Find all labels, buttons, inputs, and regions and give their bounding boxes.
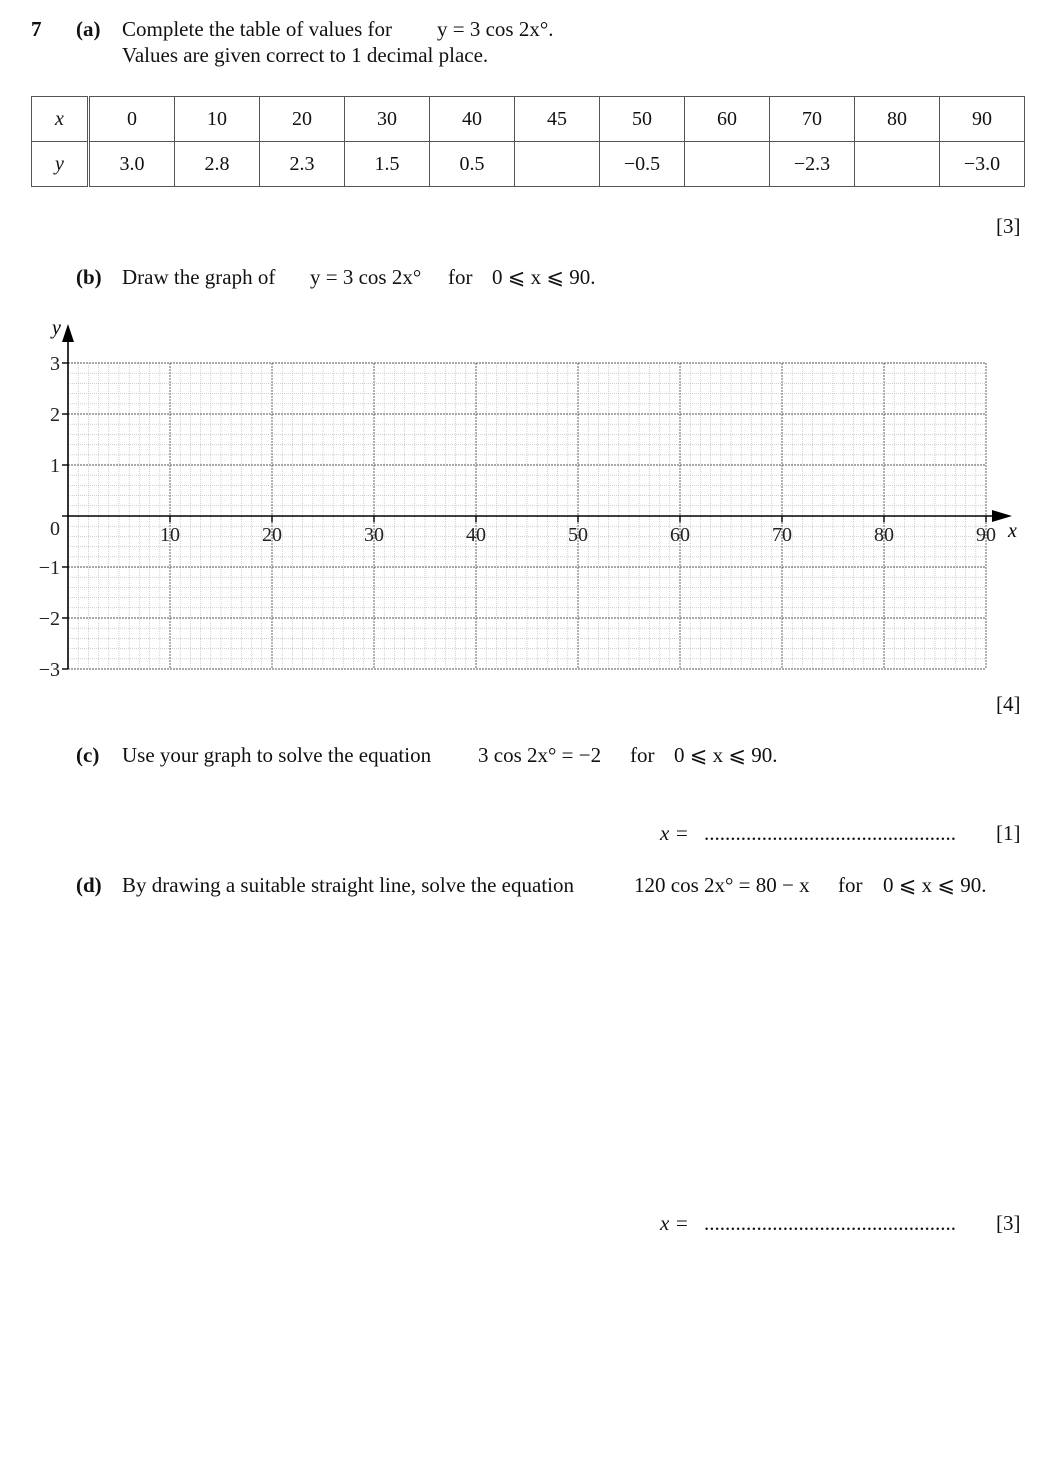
x-tick-label: 90: [976, 524, 996, 546]
x-tick-labels: [160, 524, 996, 546]
x-tick-label: 30: [364, 524, 384, 546]
x-cell: 0: [89, 97, 175, 142]
x-tick-label: 50: [568, 524, 588, 546]
part-d-for: for: [838, 873, 863, 897]
y-cell-blank[interactable]: [515, 142, 600, 187]
y-cell: 0.5: [430, 142, 515, 187]
part-d-answer-prefix: x =: [660, 1211, 689, 1235]
part-a-instruction: Complete the table of values for: [122, 17, 392, 41]
part-d-marks: [3]: [996, 1211, 1021, 1235]
part-a-precision-note: Values are given correct to 1 decimal place.: [122, 43, 489, 67]
y-tick-label: −2: [38, 608, 60, 630]
y-tick-label: 0: [50, 518, 60, 540]
part-a-equation: y = 3 cos 2x°.: [437, 17, 554, 41]
x-tick-label: 10: [160, 524, 180, 546]
y-tick-labels: [39, 353, 60, 681]
table-row-y: [32, 142, 1025, 187]
y-cell: −3.0: [940, 142, 1025, 187]
part-c-instruction: Use your graph to solve the equation: [122, 743, 432, 767]
part-c-range: 0 ⩽ x ⩽ 90.: [674, 743, 778, 767]
part-c-for: for: [630, 743, 655, 767]
graph-grid[interactable]: [0, 310, 1056, 690]
part-c-answer-line[interactable]: ................................................: [704, 821, 956, 845]
part-d-answer-line[interactable]: ................................................: [704, 1211, 956, 1235]
part-c-answer-prefix: x =: [660, 821, 689, 845]
part-b-instruction: Draw the graph of: [122, 265, 276, 289]
x-cell: 90: [940, 97, 1025, 142]
y-cell: 2.8: [175, 142, 260, 187]
x-cell: 80: [855, 97, 940, 142]
part-c-equation: 3 cos 2x° = −2: [478, 743, 602, 767]
values-table: [31, 96, 1025, 187]
table-row-x: [32, 97, 1025, 142]
y-axis-arrow: [62, 324, 74, 342]
y-tick-label: −1: [38, 557, 60, 579]
y-cell: 2.3: [260, 142, 345, 187]
part-c-label: (c): [76, 743, 100, 767]
x-cell: 10: [175, 97, 260, 142]
part-d-instruction: By drawing a suitable straight line, solve the equation: [122, 873, 574, 897]
y-cell: −0.5: [600, 142, 685, 187]
part-d-equation: 120 cos 2x° = 80 − x: [634, 873, 810, 897]
y-tick-label: 1: [50, 455, 60, 477]
part-c-marks: [1]: [996, 821, 1021, 845]
y-cell-blank[interactable]: [855, 142, 940, 187]
part-b-label: (b): [76, 265, 102, 289]
x-tick-label: 70: [772, 524, 792, 546]
x-tick-label: 60: [670, 524, 690, 546]
part-d-label: (d): [76, 873, 102, 897]
part-b-marks: [4]: [996, 692, 1021, 716]
y-header: y: [32, 142, 89, 187]
part-d-range: 0 ⩽ x ⩽ 90.: [883, 873, 987, 897]
x-cell: 30: [345, 97, 430, 142]
x-cell: 70: [770, 97, 855, 142]
x-cell: 60: [685, 97, 770, 142]
y-tick-label: 3: [50, 353, 60, 375]
y-cell: 3.0: [89, 142, 175, 187]
x-cell: 45: [515, 97, 600, 142]
y-cell: 1.5: [345, 142, 430, 187]
part-b-for: for: [448, 265, 473, 289]
y-axis-label: y: [52, 317, 61, 339]
x-cell: 40: [430, 97, 515, 142]
part-a-marks: [3]: [996, 214, 1021, 238]
y-tick-label: −3: [38, 659, 60, 681]
x-cell: 50: [600, 97, 685, 142]
x-cell: 20: [260, 97, 345, 142]
x-tick-label: 80: [874, 524, 894, 546]
part-b-range: 0 ⩽ x ⩽ 90.: [492, 265, 596, 289]
part-a-label: (a): [76, 17, 101, 41]
x-tick-label: 20: [262, 524, 282, 546]
y-cell-blank[interactable]: [685, 142, 770, 187]
x-header: x: [32, 97, 89, 142]
x-axis-label: x: [1008, 520, 1017, 542]
y-cell: −2.3: [770, 142, 855, 187]
question-number: 7: [31, 17, 42, 41]
x-tick-label: 40: [466, 524, 486, 546]
y-tick-label: 2: [50, 404, 60, 426]
part-b-equation: y = 3 cos 2x°: [310, 265, 422, 289]
